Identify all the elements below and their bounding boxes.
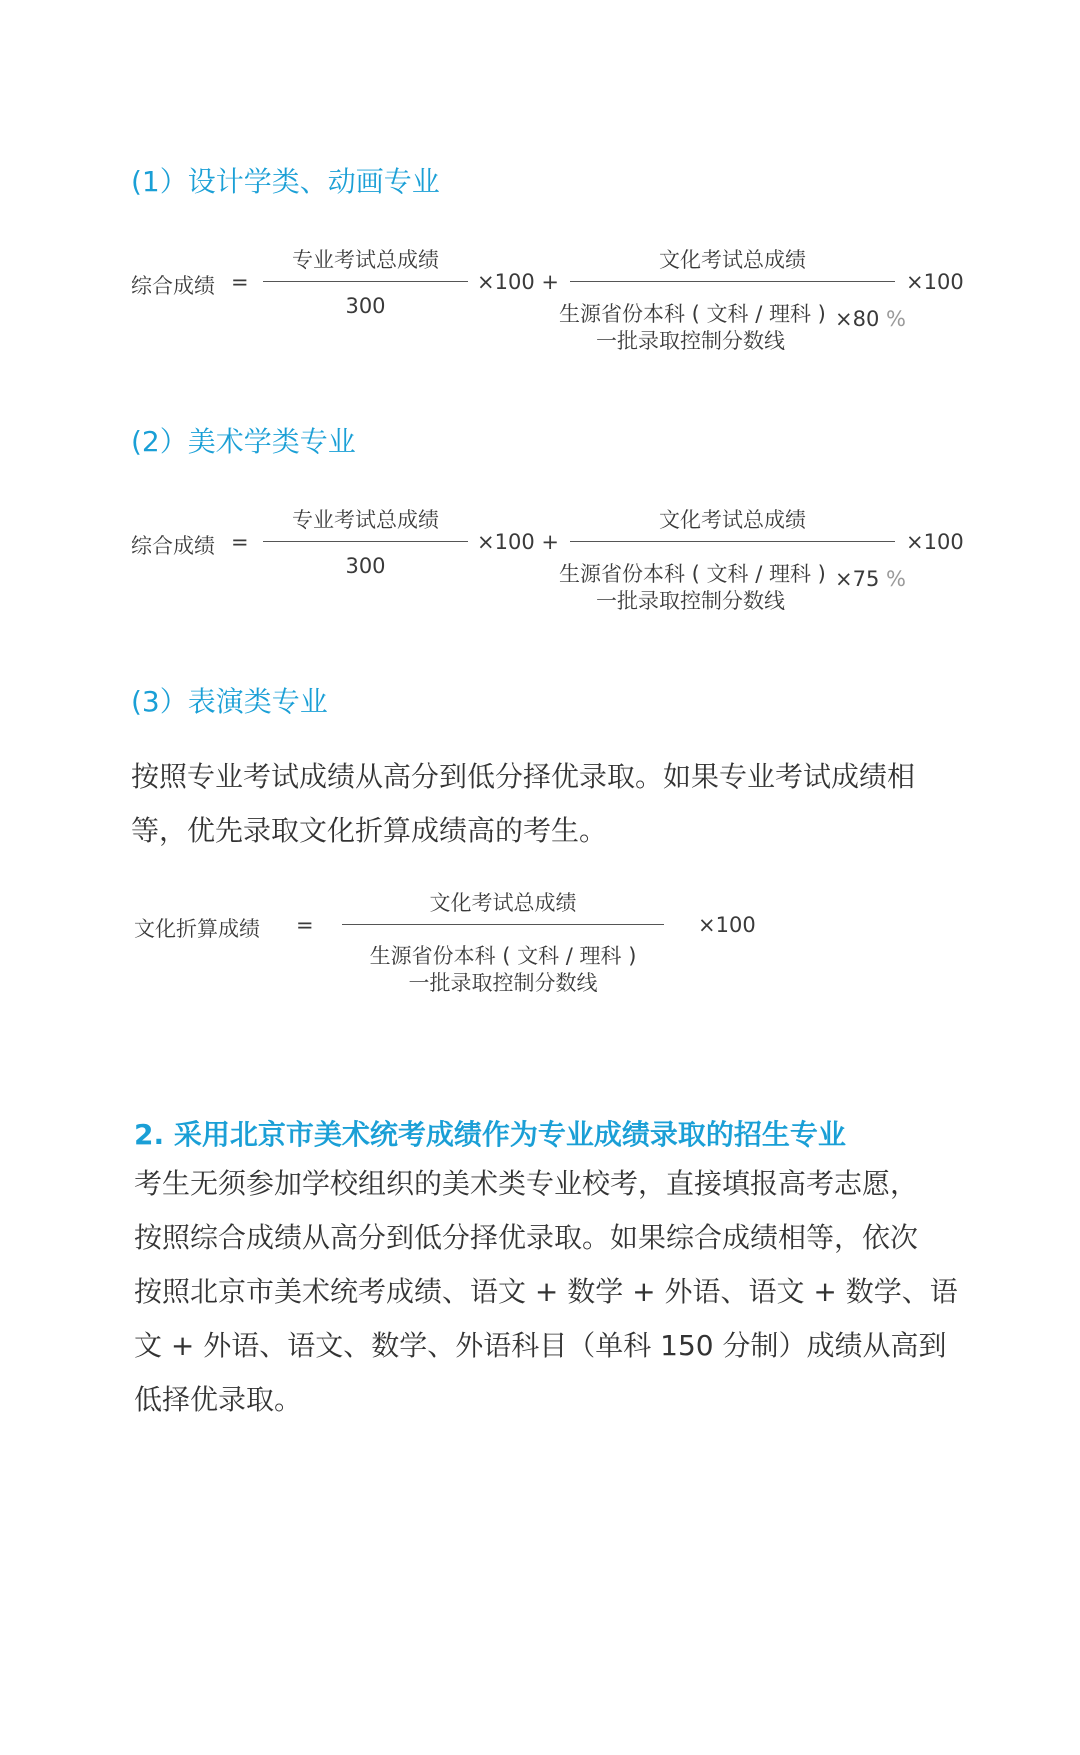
paragraph-line: 按照北京市美术统考成绩、语文 + 数学 + 外语、语文 + 数学、语 (134, 1275, 958, 1308)
paragraph-line: 等，优先录取文化折算成绩高的考生。 (131, 814, 608, 847)
fraction-bar (570, 541, 895, 542)
fraction-bar (263, 281, 468, 282)
formula-lhs: 综合成绩 (131, 534, 215, 558)
fraction-numerator: 专业考试总成绩 (292, 248, 439, 272)
section-heading-design: (1）设计学类、动画专业 (131, 165, 440, 198)
fraction-numerator: 文化考试总成绩 (659, 508, 806, 532)
section-heading-performance: (3）表演类专业 (131, 685, 328, 718)
formula-equals: = (231, 530, 249, 554)
fraction-numerator: 文化考试总成绩 (659, 248, 806, 272)
times-100: ×100 (906, 530, 964, 554)
formula-equals: = (296, 913, 314, 937)
paragraph-line: 按照专业考试成绩从高分到低分择优录取。如果专业考试成绩相 (131, 760, 916, 793)
paragraph-line: 文 + 外语、语文、数学、外语科目（单科 150 分制）成绩从高到 (134, 1329, 947, 1362)
formula-equals: = (231, 270, 249, 294)
fraction-bar (342, 924, 664, 925)
fraction-numerator: 专业考试总成绩 (292, 508, 439, 532)
fraction-denominator-line1: 生源省份本科 ( 文科 / 理科 ) (559, 302, 826, 326)
fraction-denominator-line1: 生源省份本科 ( 文科 / 理科 ) (559, 562, 826, 586)
fraction-denominator: 300 (345, 294, 386, 318)
paragraph-line: 按照综合成绩从高分到低分择优录取。如果综合成绩相等，依次 (134, 1221, 919, 1254)
times-100: ×100 (698, 913, 756, 937)
fraction-denominator-line2: 一批录取控制分数线 (596, 589, 785, 613)
times-100: ×100 (906, 270, 964, 294)
percentage-factor: ×80 % (835, 307, 906, 331)
formula-lhs: 文化折算成绩 (134, 917, 260, 941)
fraction-denominator-line2: 一批录取控制分数线 (408, 971, 598, 995)
formula-lhs: 综合成绩 (131, 274, 215, 298)
fraction-bar (263, 541, 468, 542)
fraction-denominator-line1: 生源省份本科 ( 文科 / 理科 ) (369, 944, 637, 968)
section-heading-beijing-art-exam: 2. 采用北京市美术统考成绩作为专业成绩录取的招生专业 (134, 1118, 846, 1151)
times-100-plus: ×100 + (477, 530, 559, 554)
paragraph-line: 考生无须参加学校组织的美术类专业校考，直接填报高考志愿， (134, 1167, 919, 1200)
fraction-bar (570, 281, 895, 282)
percentage-factor: ×75 % (835, 567, 906, 591)
fraction-denominator-line2: 一批录取控制分数线 (596, 329, 785, 353)
fraction-denominator: 300 (345, 554, 386, 578)
times-100-plus: ×100 + (477, 270, 559, 294)
paragraph-line: 低择优录取。 (134, 1383, 303, 1416)
section-heading-fine-arts: (2）美术学类专业 (131, 425, 356, 458)
fraction-numerator: 文化考试总成绩 (429, 891, 577, 915)
